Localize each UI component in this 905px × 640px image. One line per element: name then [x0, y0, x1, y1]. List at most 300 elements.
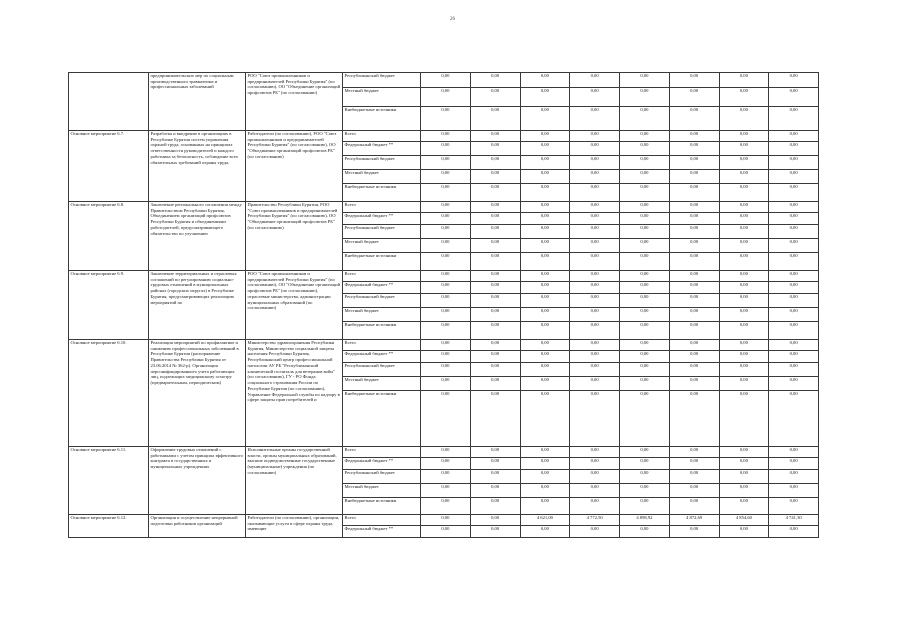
amount-cell: 4 741,30: [769, 515, 819, 526]
amount-cell: 4 772,50: [570, 515, 620, 526]
amount-cell: 0,00: [520, 526, 570, 538]
amount-cell: 0,00: [769, 363, 819, 377]
amount-cell: 0,00: [669, 363, 719, 377]
amount-cell: 0,00: [620, 351, 670, 363]
amount-cell: 0,00: [570, 447, 620, 458]
funding-source-cell: Федеральный бюджет **: [343, 213, 421, 225]
event-description-cell: Разработка и внедрение в организациях в Республике Бурятия систем управления охраной труда, основанных на принципах ответственности руководителей и каждого работника за безопасность, соблюдение всех обязательных требований охраны труда,: [149, 131, 246, 202]
amount-cell: 0,00: [470, 282, 520, 294]
amount-cell: 4 898,92: [620, 515, 670, 526]
amount-cell: 0,00: [421, 107, 471, 131]
amount-cell: 0,00: [470, 184, 520, 202]
event-code-cell: Основное мероприятие 6.8.: [69, 202, 149, 271]
amount-cell: 0,00: [520, 271, 570, 282]
amount-cell: 0,00: [669, 271, 719, 282]
amount-cell: 0,00: [719, 484, 769, 498]
amount-cell: 0,00: [719, 202, 769, 213]
amount-cell: 0,00: [669, 447, 719, 458]
event-code-cell: Основное мероприятие 6.11.: [69, 447, 149, 515]
amount-cell: 0,00: [769, 184, 819, 202]
amount-cell: 0,00: [769, 498, 819, 515]
table-row: [69, 202, 819, 213]
table-row: [69, 131, 819, 142]
amount-cell: 0,00: [669, 322, 719, 340]
amount-cell: 0,00: [421, 294, 471, 308]
amount-cell: 0,00: [769, 213, 819, 225]
amount-cell: 0,00: [769, 253, 819, 271]
amount-cell: 0,00: [669, 239, 719, 253]
amount-cell: 0,00: [669, 308, 719, 322]
funding-source-cell: Внебюджетные источники: [343, 107, 421, 131]
funding-source-cell: Федеральный бюджет **: [343, 282, 421, 294]
amount-cell: 0,00: [669, 391, 719, 447]
event-description-cell: Организация и осуществление непрерывной подготовки работников организаций: [149, 515, 246, 538]
amount-cell: 0,00: [769, 294, 819, 308]
table-body: [69, 73, 819, 538]
amount-cell: 0,00: [470, 271, 520, 282]
amount-cell: 0,00: [520, 447, 570, 458]
amount-cell: 0,00: [719, 447, 769, 458]
funding-source-cell: Федеральный бюджет **: [343, 142, 421, 156]
amount-cell: 0,00: [520, 294, 570, 308]
amount-cell: 0,00: [421, 156, 471, 170]
amount-cell: 0,00: [470, 142, 520, 156]
amount-cell: 0,00: [769, 484, 819, 498]
amount-cell: 0,00: [421, 470, 471, 484]
amount-cell: 0,00: [421, 239, 471, 253]
amount-cell: 0,00: [669, 253, 719, 271]
funding-source-cell: Местный бюджет: [343, 308, 421, 322]
amount-cell: 0,00: [719, 107, 769, 131]
amount-cell: 0,00: [719, 470, 769, 484]
amount-cell: 0,00: [769, 107, 819, 131]
amount-cell: 0,00: [421, 484, 471, 498]
amount-cell: 0,00: [470, 107, 520, 131]
amount-cell: 0,00: [520, 107, 570, 131]
amount-cell: 0,00: [421, 447, 471, 458]
amount-cell: 0,00: [470, 253, 520, 271]
amount-cell: 0,00: [669, 498, 719, 515]
amount-cell: 0,00: [470, 225, 520, 239]
funding-source-cell: Местный бюджет: [343, 170, 421, 184]
funding-source-cell: Всего: [343, 515, 421, 526]
amount-cell: 0,00: [470, 351, 520, 363]
amount-cell: 0,00: [669, 73, 719, 88]
funding-source-cell: Всего: [343, 271, 421, 282]
amount-cell: 0,00: [719, 498, 769, 515]
amount-cell: 0,00: [719, 271, 769, 282]
amount-cell: 0,00: [620, 526, 670, 538]
amount-cell: 0,00: [570, 88, 620, 107]
amount-cell: 0,00: [669, 88, 719, 107]
amount-cell: 0,00: [421, 202, 471, 213]
amount-cell: 0,00: [570, 253, 620, 271]
amount-cell: 0,00: [570, 470, 620, 484]
amount-cell: 0,00: [421, 271, 471, 282]
funding-source-cell: Внебюджетные источники: [343, 322, 421, 340]
table-row: [69, 515, 819, 526]
executors-cell: Исполнительные органы государственной власти, органы муниципальных образований, высшие подведомственные государственные (муниципальные) учреждения (по согласованию): [246, 447, 343, 515]
funding-source-cell: Республиканский бюджет: [343, 294, 421, 308]
amount-cell: 0,00: [769, 458, 819, 470]
amount-cell: 0,00: [669, 458, 719, 470]
amount-cell: 0,00: [520, 253, 570, 271]
funding-source-cell: Федеральный бюджет **: [343, 351, 421, 363]
amount-cell: 0,00: [620, 391, 670, 447]
amount-cell: 0,00: [421, 458, 471, 470]
event-code-cell: Основное мероприятие 6.7.: [69, 131, 149, 202]
amount-cell: 0,00: [570, 351, 620, 363]
amount-cell: 0,00: [719, 458, 769, 470]
amount-cell: 0,00: [620, 253, 670, 271]
amount-cell: 0,00: [620, 170, 670, 184]
funding-source-cell: Всего: [343, 340, 421, 351]
amount-cell: 0,00: [421, 225, 471, 239]
amount-cell: 0,00: [520, 184, 570, 202]
amount-cell: 0,00: [421, 351, 471, 363]
amount-cell: 0,00: [421, 526, 471, 538]
amount-cell: 0,00: [570, 498, 620, 515]
amount-cell: 0,00: [570, 484, 620, 498]
amount-cell: 0,00: [421, 377, 471, 391]
amount-cell: 0,00: [570, 363, 620, 377]
amount-cell: 0,00: [570, 322, 620, 340]
amount-cell: 0,00: [570, 73, 620, 88]
amount-cell: 0,00: [769, 73, 819, 88]
amount-cell: 0,00: [719, 363, 769, 377]
amount-cell: 0,00: [520, 142, 570, 156]
amount-cell: 0,00: [669, 170, 719, 184]
amount-cell: 0,00: [669, 107, 719, 131]
amount-cell: 0,00: [620, 202, 670, 213]
amount-cell: 0,00: [620, 363, 670, 377]
amount-cell: 0,00: [620, 271, 670, 282]
amount-cell: 0,00: [719, 340, 769, 351]
table-row: [69, 447, 819, 458]
amount-cell: 0,00: [620, 282, 670, 294]
funding-source-cell: Всего: [343, 202, 421, 213]
amount-cell: 0,00: [421, 308, 471, 322]
funding-table: [68, 72, 819, 538]
amount-cell: 0,00: [620, 107, 670, 131]
funding-source-cell: Местный бюджет: [343, 377, 421, 391]
amount-cell: 0,00: [769, 447, 819, 458]
amount-cell: 0,00: [769, 282, 819, 294]
event-code-cell: Основное мероприятие 6.10.: [69, 340, 149, 447]
amount-cell: 0,00: [669, 470, 719, 484]
executors-cell: Работодатели (по согласованию), РОО "Союз промышленников и предпринимателей Республики Бурятия" (по согласованию), ОО "Объединение организаций профсоюзов РБ" (по согласованию): [246, 131, 343, 202]
amount-cell: 0,00: [719, 391, 769, 447]
amount-cell: 0,00: [719, 322, 769, 340]
amount-cell: 0,00: [470, 470, 520, 484]
amount-cell: 0,00: [769, 391, 819, 447]
event-description-cell: предпринимательских мер по социальным производственного травматизма и профессиональных заболеваний: [149, 73, 246, 131]
amount-cell: 0,00: [470, 498, 520, 515]
funding-source-cell: Местный бюджет: [343, 88, 421, 107]
amount-cell: 0,00: [669, 294, 719, 308]
amount-cell: 0,00: [470, 447, 520, 458]
amount-cell: 0,00: [769, 470, 819, 484]
amount-cell: 0,00: [570, 294, 620, 308]
amount-cell: 0,00: [620, 458, 670, 470]
amount-cell: 0,00: [470, 526, 520, 538]
amount-cell: 0,00: [719, 377, 769, 391]
amount-cell: 0,00: [620, 73, 670, 88]
amount-cell: 0,00: [520, 213, 570, 225]
amount-cell: 0,00: [470, 202, 520, 213]
amount-cell: 0,00: [470, 213, 520, 225]
amount-cell: 0,00: [620, 470, 670, 484]
amount-cell: 0,00: [769, 156, 819, 170]
amount-cell: 0,00: [769, 377, 819, 391]
amount-cell: 0,00: [620, 308, 670, 322]
amount-cell: 0,00: [620, 239, 670, 253]
amount-cell: 0,00: [470, 156, 520, 170]
amount-cell: 0,00: [570, 107, 620, 131]
amount-cell: 0,00: [769, 202, 819, 213]
amount-cell: 0,00: [620, 88, 670, 107]
amount-cell: 0,00: [620, 142, 670, 156]
amount-cell: 0,00: [520, 239, 570, 253]
amount-cell: 0,00: [570, 156, 620, 170]
amount-cell: 0,00: [470, 458, 520, 470]
funding-source-cell: Республиканский бюджет: [343, 470, 421, 484]
amount-cell: 0,00: [719, 88, 769, 107]
amount-cell: 0,00: [769, 308, 819, 322]
amount-cell: 0,00: [470, 73, 520, 88]
funding-source-cell: Республиканский бюджет: [343, 156, 421, 170]
amount-cell: 0,00: [669, 156, 719, 170]
amount-cell: 0,00: [620, 498, 670, 515]
amount-cell: 0,00: [769, 239, 819, 253]
event-description-cell: Заключение территориальных и отраслевых соглашений по регулированию социально-трудовых отношений в муниципальных районах (городских округах) в Республике Бурятия, предусматривающих реализацию мероприятий по: [149, 271, 246, 340]
amount-cell: 0,00: [421, 184, 471, 202]
amount-cell: 0,00: [719, 294, 769, 308]
amount-cell: 0,00: [570, 340, 620, 351]
amount-cell: 0,00: [769, 271, 819, 282]
amount-cell: 0,00: [719, 142, 769, 156]
amount-cell: 0,00: [421, 391, 471, 447]
amount-cell: 0,00: [520, 391, 570, 447]
amount-cell: 0,00: [470, 131, 520, 142]
amount-cell: 0,00: [620, 340, 670, 351]
amount-cell: 0,00: [470, 239, 520, 253]
amount-cell: 0,00: [520, 202, 570, 213]
funding-source-cell: Внебюджетные источники: [343, 253, 421, 271]
amount-cell: 0,00: [620, 156, 670, 170]
funding-source-cell: Всего: [343, 447, 421, 458]
amount-cell: 0,00: [719, 170, 769, 184]
amount-cell: 0,00: [520, 308, 570, 322]
amount-cell: 4 621,00: [520, 515, 570, 526]
funding-source-cell: Местный бюджет: [343, 239, 421, 253]
amount-cell: 0,00: [769, 340, 819, 351]
funding-source-cell: Всего: [343, 131, 421, 142]
amount-cell: 0,00: [570, 282, 620, 294]
amount-cell: 0,00: [470, 322, 520, 340]
amount-cell: 0,00: [520, 470, 570, 484]
amount-cell: 0,00: [520, 363, 570, 377]
amount-cell: 0,00: [669, 351, 719, 363]
amount-cell: 0,00: [669, 184, 719, 202]
amount-cell: 0,00: [769, 322, 819, 340]
amount-cell: 0,00: [669, 484, 719, 498]
amount-cell: 0,00: [719, 526, 769, 538]
amount-cell: 0,00: [769, 526, 819, 538]
amount-cell: 0,00: [421, 363, 471, 377]
amount-cell: 0,00: [719, 351, 769, 363]
amount-cell: 0,00: [421, 131, 471, 142]
amount-cell: 0,00: [520, 351, 570, 363]
amount-cell: 0,00: [470, 391, 520, 447]
amount-cell: 0,00: [669, 282, 719, 294]
amount-cell: 0,00: [470, 484, 520, 498]
amount-cell: 0,00: [520, 458, 570, 470]
funding-source-cell: Федеральный бюджет **: [343, 458, 421, 470]
amount-cell: 0,00: [719, 282, 769, 294]
amount-cell: 0,00: [620, 294, 670, 308]
amount-cell: 0,00: [520, 484, 570, 498]
amount-cell: 0,00: [719, 131, 769, 142]
amount-cell: 0,00: [520, 322, 570, 340]
amount-cell: 0,00: [570, 526, 620, 538]
amount-cell: 0,00: [570, 377, 620, 391]
amount-cell: 0,00: [669, 225, 719, 239]
event-description-cell: Реализация мероприятий по профилактике и снижению профессиональных заболеваний в Республике Бурятия (распоряжение Правительства Республики Бурятия от 23.06.2014 № 362-р). Организация персонифицированного учета работающих лиц, подлежащих медицинскому осмотру (предварительным, периодическим): [149, 340, 246, 447]
executors-cell: РОО "Союз промышленников и предпринимателей Республики Бурятия" (по согласованию), ОО "Объединение организаций профсоюзов РБ" (по согласованию), отраслевые министерства, администрации муниципальных образований (по согласованию): [246, 271, 343, 340]
amount-cell: 0,00: [421, 253, 471, 271]
amount-cell: 0,00: [719, 156, 769, 170]
amount-cell: 0,00: [421, 340, 471, 351]
executors-cell: Работодатели (по согласованию), организации, оказывающие услуги в сфере охраны труда, имеющие: [246, 515, 343, 538]
executors-cell: Министерство здравоохранения Республики Бурятия, Министерство социальной защиты населения Республики Бурятия, Республиканский центр профессиональной патологии АУ РБ "Республиканский клинический госпиталь для ветеранов войн" (по согласованию), ГУ - РО Фонда социального страхования России по Республике Бурятия (по согласованию), Управление Федеральной службы по надзору в сфере защиты прав потребителей и: [246, 340, 343, 447]
amount-cell: 0,00: [470, 170, 520, 184]
amount-cell: 0,00: [421, 515, 471, 526]
amount-cell: 0,00: [719, 308, 769, 322]
amount-cell: 0,00: [570, 271, 620, 282]
amount-cell: 0,00: [620, 377, 670, 391]
amount-cell: 0,00: [421, 88, 471, 107]
amount-cell: 0,00: [470, 363, 520, 377]
amount-cell: 0,00: [570, 308, 620, 322]
amount-cell: 0,00: [470, 515, 520, 526]
amount-cell: 0,00: [421, 73, 471, 88]
amount-cell: 0,00: [669, 340, 719, 351]
amount-cell: 0,00: [421, 213, 471, 225]
amount-cell: 0,00: [570, 213, 620, 225]
amount-cell: 0,00: [620, 447, 670, 458]
amount-cell: 0,00: [570, 184, 620, 202]
amount-cell: 0,00: [669, 131, 719, 142]
amount-cell: 0,00: [421, 282, 471, 294]
funding-source-cell: Внебюджетные источники: [343, 391, 421, 447]
amount-cell: 0,00: [520, 170, 570, 184]
amount-cell: 0,00: [570, 170, 620, 184]
executors-cell: Правительство Республики Бурятия, РОО "Союз промышленников и предпринимателей Республики Бурятия" (по согласованию), ОО "Объединение организаций профсоюзов РБ" (по согласованию): [246, 202, 343, 271]
amount-cell: 0,00: [620, 131, 670, 142]
amount-cell: 0,00: [470, 294, 520, 308]
amount-cell: 0,00: [470, 377, 520, 391]
funding-source-cell: Местный бюджет: [343, 484, 421, 498]
amount-cell: 0,00: [719, 253, 769, 271]
amount-cell: 0,00: [520, 88, 570, 107]
amount-cell: 0,00: [520, 156, 570, 170]
event-description-cell: Оформление трудовых отношений с работниками с учетом принципа эффективного контракта в государственных и муниципальных учреждениях: [149, 447, 246, 515]
amount-cell: 4 854,60: [719, 515, 769, 526]
amount-cell: 0,00: [421, 322, 471, 340]
amount-cell: 0,00: [520, 131, 570, 142]
amount-cell: 0,00: [620, 184, 670, 202]
amount-cell: 0,00: [520, 498, 570, 515]
amount-cell: 0,00: [769, 170, 819, 184]
amount-cell: 0,00: [570, 131, 620, 142]
amount-cell: 0,00: [719, 225, 769, 239]
amount-cell: 0,00: [620, 322, 670, 340]
amount-cell: 0,00: [470, 340, 520, 351]
amount-cell: 0,00: [570, 239, 620, 253]
amount-cell: 0,00: [470, 88, 520, 107]
event-code-cell: [69, 73, 149, 131]
amount-cell: 0,00: [570, 202, 620, 213]
amount-cell: 0,00: [669, 202, 719, 213]
amount-cell: 0,00: [421, 498, 471, 515]
amount-cell: 0,00: [520, 282, 570, 294]
funding-source-cell: Внебюджетные источники: [343, 498, 421, 515]
table-row: [69, 340, 819, 351]
amount-cell: 0,00: [769, 131, 819, 142]
amount-cell: 0,00: [719, 184, 769, 202]
amount-cell: 0,00: [421, 170, 471, 184]
event-description-cell: Заключение регионального соглашения между Правительством Республики Бурятия, Объединением организаций профсоюзов Республики Бурятия и объединениями работодателей, предусматривающего обязательство по улучшению: [149, 202, 246, 271]
amount-cell: 0,00: [520, 73, 570, 88]
table-row: [69, 271, 819, 282]
amount-cell: 0,00: [669, 213, 719, 225]
amount-cell: 0,00: [520, 340, 570, 351]
funding-source-cell: Республиканский бюджет: [343, 363, 421, 377]
funding-source-cell: Республиканский бюджет: [343, 225, 421, 239]
amount-cell: 0,00: [620, 225, 670, 239]
amount-cell: 0,00: [620, 484, 670, 498]
amount-cell: 0,00: [719, 239, 769, 253]
amount-cell: 0,00: [769, 142, 819, 156]
executors-cell: РОО "Союз промышленников и предпринимателей Республики Бурятия" (по согласованию), ОО "Объединение организаций профсоюзов РБ" (по согласованию): [246, 73, 343, 131]
amount-cell: 0,00: [769, 225, 819, 239]
amount-cell: 0,00: [470, 308, 520, 322]
event-code-cell: Основное мероприятие 6.12.: [69, 515, 149, 538]
amount-cell: 0,00: [669, 377, 719, 391]
amount-cell: 0,00: [669, 142, 719, 156]
funding-source-cell: Федеральный бюджет **: [343, 526, 421, 538]
amount-cell: 4 872,69: [669, 515, 719, 526]
amount-cell: 0,00: [769, 351, 819, 363]
amount-cell: 0,00: [620, 213, 670, 225]
amount-cell: 0,00: [570, 458, 620, 470]
event-code-cell: Основное мероприятие 6.9.: [69, 271, 149, 340]
amount-cell: 0,00: [520, 225, 570, 239]
amount-cell: 0,00: [570, 391, 620, 447]
amount-cell: 0,00: [669, 526, 719, 538]
funding-source-cell: Республиканский бюджет: [343, 73, 421, 88]
table-row: [69, 73, 819, 88]
amount-cell: 0,00: [570, 142, 620, 156]
amount-cell: 0,00: [769, 88, 819, 107]
page-number: 26: [450, 17, 455, 22]
amount-cell: 0,00: [719, 213, 769, 225]
funding-source-cell: Внебюджетные источники: [343, 184, 421, 202]
amount-cell: 0,00: [570, 225, 620, 239]
amount-cell: 0,00: [719, 73, 769, 88]
amount-cell: 0,00: [520, 377, 570, 391]
